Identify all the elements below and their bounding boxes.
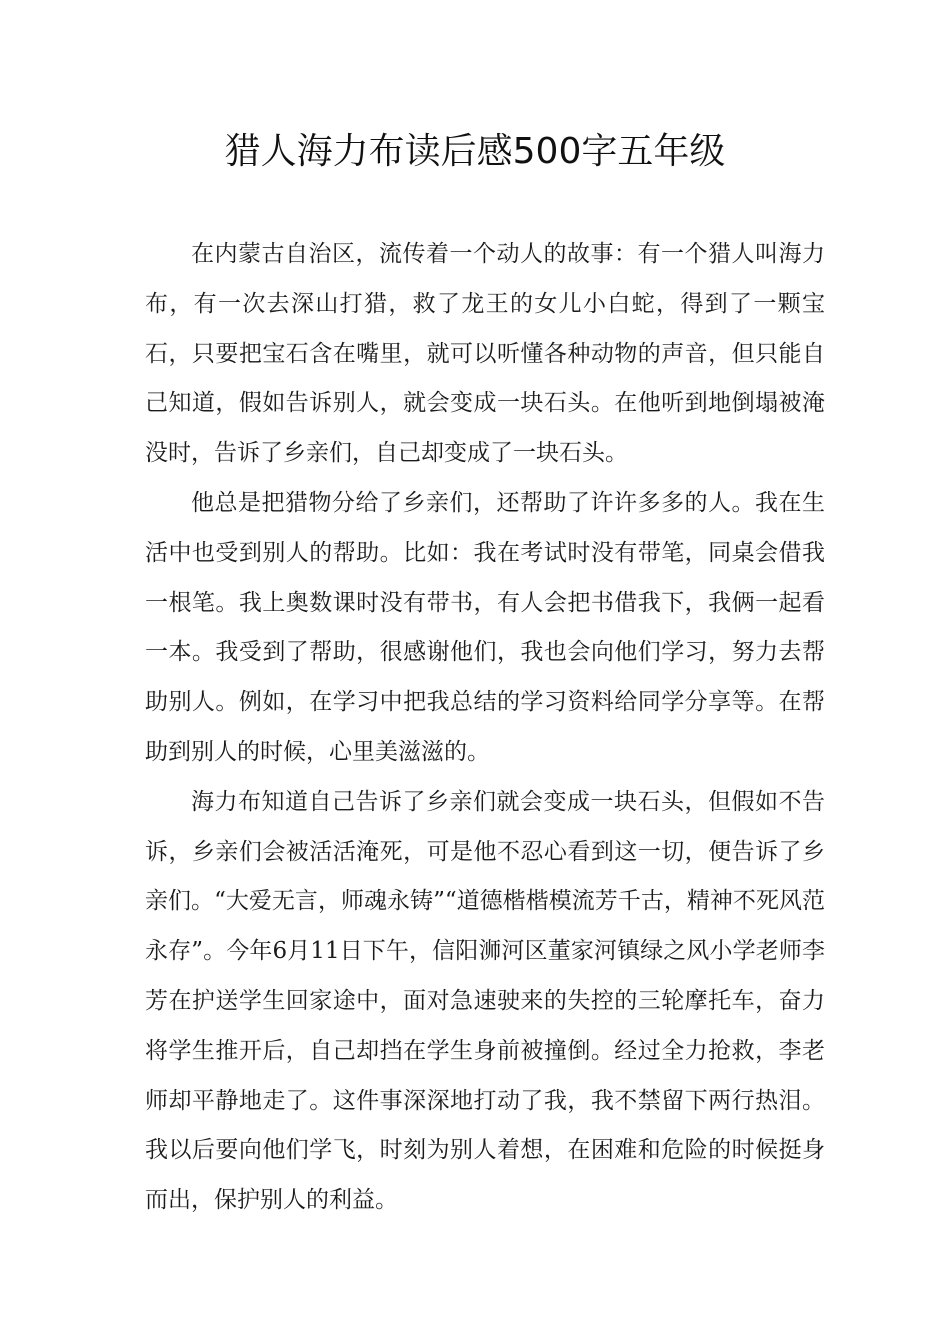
paragraph-2: 他总是把猎物分给了乡亲们，还帮助了许许多多的人。我在生活中也受到别人的帮助。比如：我在考试时没有带笔，同桌会借我一根笔。我上奥数课时没有带书，有人会把书借我下，我俩一起看一本。我受到了帮助，很感谢他们，我也会向他们学习，努力去帮助别人。例如，在学习中把我总结的学习资料给同学分享等。在帮助到别人的时候，心里美滋滋的。 bbox=[145, 489, 825, 765]
document-body bbox=[145, 230, 825, 1226]
document-title: 猎人海力布读后感500字五年级 bbox=[224, 131, 726, 172]
paragraph-1: 在内蒙古自治区，流传着一个动人的故事：有一个猎人叫海力布，有一次去深山打猎，救了龙王的女儿小白蛇，得到了一颗宝石，只要把宝石含在嘴里，就可以听懂各种动物的声音，但只能自己知道，假如告诉别人，就会变成一块石头。在他听到地倒塌被淹没时，告诉了乡亲们，自己却变成了一块石头。 bbox=[145, 241, 825, 467]
paragraph-3: 海力布知道自己告诉了乡亲们就会变成一块石头，但假如不告诉，乡亲们会被活活淹死，可是他不忍心看到这一切，便告诉了乡亲们。“大爱无言，师魂永铸”“道德楷楷模流芳千古，精神不死风范永存”。今年6月11日下午，信阳浉河区董家河镇绿之风小学老师李芳在护送学生回家途中，面对急速驶来的失控的三轮摩托车，奋力将学生推开后，自己却挡在学生身前被撞倒。经过全力抢救，李老师却平静地走了。这件事深深地打动了我，我不禁留下两行热泪。我以后要向他们学飞，时刻为别人着想，在困难和危险的时候挺身而出，保护别人的利益。 bbox=[145, 788, 825, 1214]
